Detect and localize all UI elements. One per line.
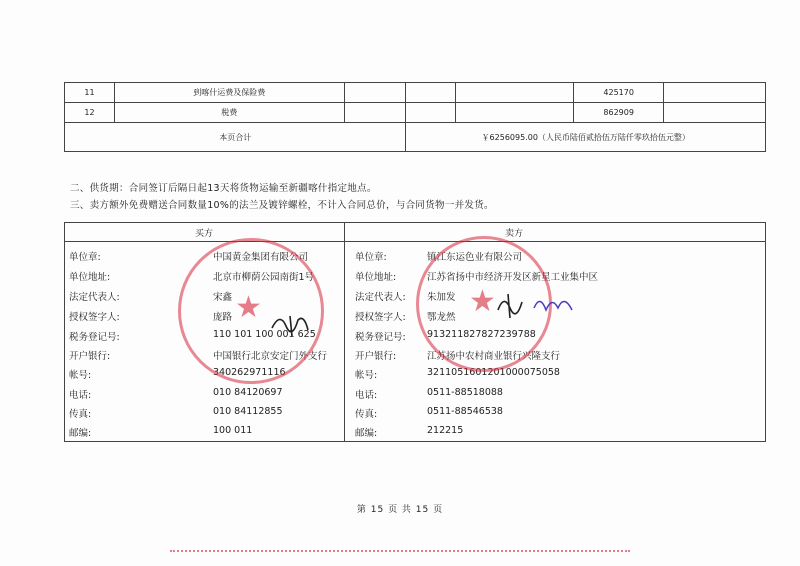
total-label: 本页合计 — [65, 123, 406, 152]
seller-label: 开户银行: — [355, 351, 397, 362]
item-amount: 425170 — [574, 83, 664, 103]
seller-value: 913211827827239788 — [427, 329, 536, 340]
star-icon: ★ — [235, 290, 262, 325]
buyer-value: 宋鑫 — [213, 292, 233, 303]
seller-label: 授权签字人: — [355, 312, 406, 323]
table-row — [65, 83, 766, 103]
seller-value: 0511-88546538 — [427, 406, 503, 417]
seller-header: 卖方 — [505, 229, 524, 239]
buyer-label: 授权签字人: — [69, 312, 120, 323]
seller-label: 单位地址: — [355, 272, 397, 283]
buyer-value: 110 101 100 001 625 — [213, 329, 316, 340]
item-name: 税费 — [114, 103, 344, 123]
table-row — [65, 103, 766, 123]
gift-note: 三、卖方额外免费赠送合同数量10%的法兰及镀锌螺栓，不计入合同总价，与合同货物一并发货。 — [70, 200, 494, 211]
item-number: 12 — [65, 103, 115, 123]
seller-label: 电话: — [355, 390, 378, 401]
seller-value: 镇江东运色业有限公司 — [427, 252, 523, 263]
buyer-label: 电话: — [69, 390, 92, 401]
buyer-label: 税务登记号: — [69, 332, 120, 343]
seller-label: 单位章: — [355, 252, 387, 263]
seller-value: 0511-88518088 — [427, 387, 503, 398]
buyer-value: 中国银行北京安定门外支行 — [213, 351, 328, 362]
buyer-value: 010 84112855 — [213, 406, 283, 417]
seller-label: 传真: — [355, 409, 378, 420]
buyer-header: 买方 — [195, 229, 214, 239]
buyer-label: 单位地址: — [69, 272, 111, 283]
buyer-value: 340262971116 — [213, 367, 286, 378]
seller-value: 江苏省扬中市经济开发区新星工业集中区 — [427, 272, 599, 283]
seller-value: 212215 — [427, 425, 464, 436]
buyer-label: 开户银行: — [69, 351, 111, 362]
buyer-signature — [268, 308, 318, 338]
seller-label: 帐号: — [355, 370, 378, 381]
total-value: ￥6256095.00（人民币陆佰贰拾伍万陆仟零玖拾伍元整） — [406, 123, 766, 152]
seller-label: 邮编: — [355, 428, 378, 439]
seller-value: 3211051601201000075058 — [427, 367, 560, 378]
star-icon: ★ — [469, 284, 496, 319]
seller-value: 鄂龙然 — [427, 312, 456, 323]
buyer-label: 传真: — [69, 409, 92, 420]
buyer-value: 北京市柳荫公园南街1号 — [213, 272, 315, 283]
seam-stamp-edge — [170, 550, 630, 556]
seller-label: 税务登记号: — [355, 332, 406, 343]
item-amount: 862909 — [574, 103, 664, 123]
buyer-value: 中国黄金集团有限公司 — [213, 252, 309, 263]
buyer-value: 010 84120697 — [213, 387, 283, 398]
seller-value: 江苏扬中农村商业银行兴隆支行 — [427, 351, 561, 362]
buyer-label: 邮编: — [69, 428, 92, 439]
seller-value: 朱加发 — [427, 292, 456, 303]
party-table — [64, 222, 766, 442]
buyer-label: 帐号: — [69, 370, 92, 381]
buyer-value: 100 011 — [213, 425, 253, 436]
page-number: 第 15 页 共 15 页 — [356, 505, 444, 515]
item-number: 11 — [65, 83, 115, 103]
buyer-value: 庞路 — [213, 312, 233, 323]
total-row — [65, 123, 766, 152]
seller-signature — [494, 288, 584, 322]
buyer-label: 单位章: — [69, 252, 101, 263]
buyer-label: 法定代表人: — [69, 292, 120, 303]
delivery-note: 二、供货期：合同签订后隔日起13天将货物运输至新疆喀什指定地点。 — [70, 183, 377, 194]
items-table — [64, 82, 766, 152]
item-name: 到喀什运费及保险费 — [114, 83, 344, 103]
seller-label: 法定代表人: — [355, 292, 406, 303]
